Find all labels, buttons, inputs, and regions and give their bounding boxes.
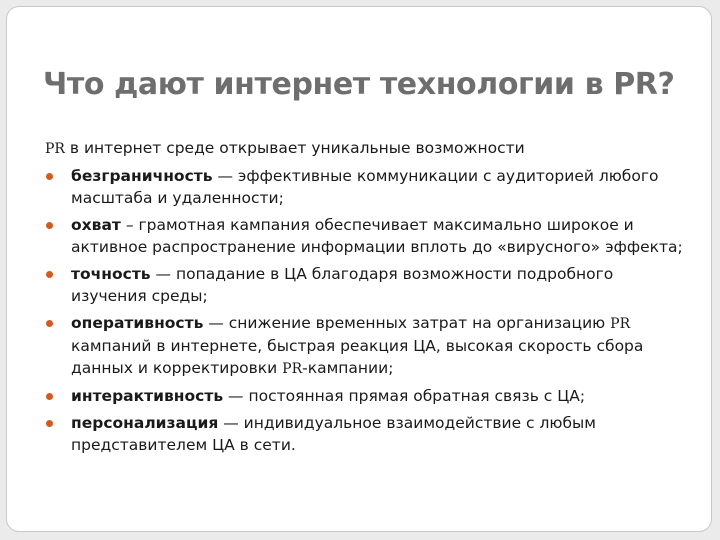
list-item xyxy=(45,214,685,258)
bullet-dot-icon xyxy=(46,393,53,400)
bullet-term: оперативность xyxy=(71,314,204,332)
bullet-dot-icon xyxy=(46,271,53,278)
list-item xyxy=(45,165,685,209)
bullet-term: интерактивность xyxy=(71,387,224,405)
slide xyxy=(6,6,712,532)
bullet-abbr: PR xyxy=(610,316,631,332)
bullet-term: точность xyxy=(71,265,151,283)
bullet-text: — снижение временных затрат на организацию xyxy=(203,314,611,332)
bullet-dot-icon xyxy=(46,420,53,427)
bullet-term: безграничность xyxy=(71,167,213,185)
bullet-text: — попадание в ЦА благодаря возможности подробного изучения среды; xyxy=(71,265,614,305)
list-item xyxy=(45,263,685,307)
bullet-text: -кампании; xyxy=(302,359,394,377)
slide-title: Что дают интернет технологии в PR? xyxy=(43,67,675,102)
bullet-text: кампаний в интернете, быстрая реакция ЦА, высокая скорость сбора данных и корректировки xyxy=(71,337,644,377)
bullet-term: персонализация xyxy=(71,414,219,432)
intro-text: в интернет среде открывает уникальные возможности xyxy=(64,139,525,157)
bullet-text: — постоянная прямая обратная связь с ЦА; xyxy=(223,387,586,405)
list-item xyxy=(45,412,685,456)
bullet-text: — эффективные коммуникации с аудиторией любого масштаба и удаленности; xyxy=(71,167,659,207)
bullet-list xyxy=(45,165,685,456)
bullet-dot-icon xyxy=(46,320,53,327)
list-item xyxy=(45,312,685,380)
intro-paragraph xyxy=(45,137,685,160)
bullet-text: – грамотная кампания обеспечивает максимально широкое и активное распространение информации вплоть до «вирусного» эффекта; xyxy=(71,216,683,256)
bullet-term: охват xyxy=(71,216,121,234)
list-item xyxy=(45,385,685,407)
bullet-dot-icon xyxy=(46,173,53,180)
bullet-dot-icon xyxy=(46,222,53,229)
slide-content xyxy=(45,137,685,461)
bullet-text: — индивидуальное взаимодействие с любым представителем ЦА в сети. xyxy=(71,414,596,454)
bullet-abbr: PR xyxy=(282,361,303,377)
intro-abbr: PR xyxy=(45,141,65,157)
